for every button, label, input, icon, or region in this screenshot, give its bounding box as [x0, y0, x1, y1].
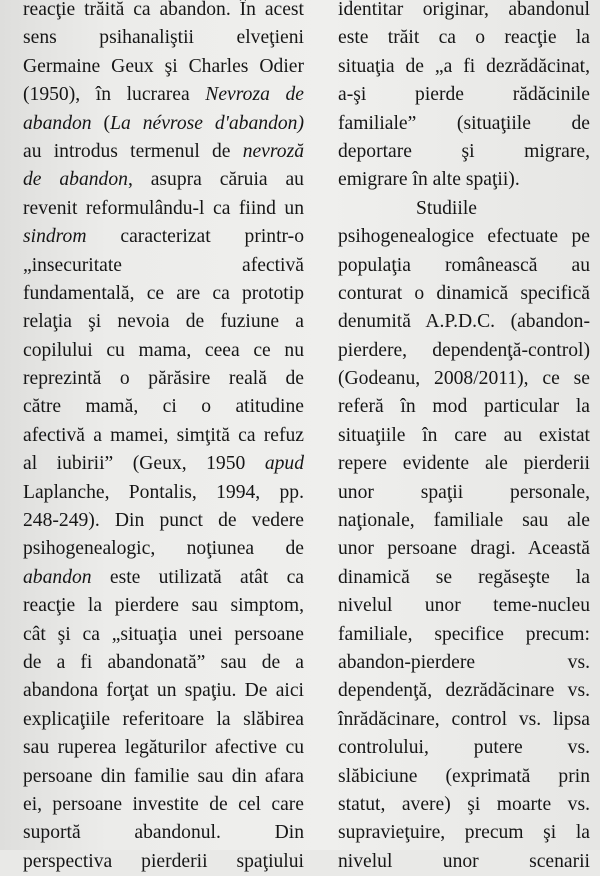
text-line — [338, 621, 590, 649]
text-segment: de a fi abandonată” sau de a — [23, 651, 304, 673]
text-segment: nivelul unor scenarii — [338, 850, 590, 872]
text-line — [23, 337, 304, 365]
text-segment: afectivă a mamei, simţită ca refuz — [23, 424, 304, 446]
text-line — [338, 479, 590, 507]
text-line — [338, 223, 590, 251]
text-line — [23, 791, 304, 819]
text-segment: către mamă, ci o atitudine — [23, 396, 304, 418]
text-line — [23, 507, 304, 535]
text-segment: (1950), în lucrarea — [23, 84, 206, 106]
text-segment: emigrare în alte spaţii). — [338, 169, 520, 191]
text-line — [338, 649, 590, 677]
text-line — [338, 763, 590, 791]
text-line — [23, 393, 304, 421]
italic-text: nevroză — [242, 140, 304, 162]
italic-text: abandon — [23, 112, 92, 134]
text-line — [338, 393, 590, 421]
text-segment: controlului, putere vs. — [338, 737, 590, 759]
text-line — [23, 734, 304, 762]
text-line — [23, 763, 304, 791]
text-line — [23, 138, 304, 166]
text-segment: situaţia de „a fi dezrădăcinat, — [338, 55, 590, 77]
italic-text: La névrose d'abandon) — [110, 112, 304, 134]
text-line — [23, 308, 304, 336]
text-segment: supravieţuire, precum şi la — [338, 822, 590, 844]
text-segment: referă în mod particular la — [338, 396, 590, 418]
text-segment: al iubirii” (Geux, 1950 — [23, 453, 265, 475]
text-line — [23, 110, 304, 138]
text-line — [23, 81, 304, 109]
text-segment: este utilizată atât ca — [91, 566, 304, 588]
text-line — [338, 138, 590, 166]
text-segment: repere evidente ale pierderii — [338, 453, 590, 475]
text-segment: unor persoane dragi. Această — [338, 538, 590, 560]
text-line — [338, 308, 590, 336]
text-line — [23, 450, 304, 478]
text-segment: situaţiile în care au existat — [338, 424, 590, 446]
text-segment: naţionale, familiale sau ale — [338, 510, 590, 532]
text-segment: 248-249). Din punct de vedere — [23, 510, 304, 532]
text-segment: explicaţiile referitoare la slăbirea — [23, 708, 304, 730]
text-line — [338, 110, 590, 138]
text-line — [338, 450, 590, 478]
text-segment: a-şi pierde rădăcinile — [338, 84, 590, 106]
text-line — [338, 24, 590, 52]
text-line — [338, 422, 590, 450]
text-line — [338, 195, 590, 223]
text-line — [338, 791, 590, 819]
italic-text: Nevroza de — [205, 84, 304, 106]
text-segment: identitar originar, abandonul — [338, 0, 590, 20]
text-line — [23, 677, 304, 705]
text-segment: populaţia românească au — [338, 254, 590, 276]
left-text-column — [23, 0, 304, 876]
text-line — [23, 166, 304, 194]
text-line — [23, 24, 304, 52]
text-segment: dependenţă, dezrădăcinare vs. — [338, 680, 590, 702]
text-segment: cât şi ca „situaţia unei persoane — [23, 623, 304, 645]
text-segment: familiale, specifice precum: — [338, 623, 590, 645]
text-line — [338, 706, 590, 734]
text-segment: suportă abandonul. Din — [23, 822, 304, 844]
text-segment: dinamică se regăseşte la — [338, 566, 590, 588]
text-segment: ei, persoane investite de cel care — [23, 793, 304, 815]
text-segment: înrădăcinare, control vs. lipsa — [338, 708, 590, 730]
right-text-column — [338, 0, 590, 876]
text-line — [338, 677, 590, 705]
text-segment: copilului cu mama, ceea ce nu — [23, 339, 304, 361]
text-line — [338, 252, 590, 280]
text-segment: deportare şi migrare, — [338, 140, 590, 162]
text-line — [338, 337, 590, 365]
text-line — [338, 535, 590, 563]
text-segment: pierdere, dependenţă-control) — [338, 339, 590, 361]
text-line — [23, 621, 304, 649]
text-line — [23, 53, 304, 81]
text-segment: conturat o dinamică specifică — [338, 282, 590, 304]
text-segment: , asupra căruia au — [127, 169, 304, 191]
text-segment: este trăit ca o reacţie la — [338, 27, 590, 49]
text-line — [23, 848, 304, 876]
text-segment: reprezintă o părăsire reală de — [23, 368, 304, 390]
text-line — [23, 479, 304, 507]
text-segment: sens psihanaliştii elveţieni — [23, 27, 304, 49]
text-segment: revenit reformulându-l ca fiind un — [23, 197, 304, 219]
text-line — [23, 535, 304, 563]
text-segment: psihogenealogic, noţiunea de — [23, 538, 304, 560]
text-line — [338, 81, 590, 109]
text-line — [338, 0, 590, 24]
text-segment: Laplanche, Pontalis, 1994, pp. — [23, 481, 304, 503]
text-line — [338, 365, 590, 393]
text-segment: fundamentală, ce are ca prototip — [23, 282, 304, 304]
text-line — [23, 280, 304, 308]
text-line — [23, 0, 304, 24]
italic-text: abandon — [23, 566, 92, 588]
text-line — [338, 848, 590, 876]
text-segment: caracterizat printr-o — [86, 226, 304, 248]
italic-text: apud — [264, 453, 304, 475]
text-segment: reacţie trăită ca abandon. În acest — [23, 0, 304, 20]
text-segment: denumită A.P.D.C. (abandon- — [338, 311, 590, 333]
text-line — [23, 564, 304, 592]
text-line — [23, 422, 304, 450]
text-line — [338, 592, 590, 620]
text-segment: reacţie la pierdere sau simptom, — [23, 595, 304, 617]
text-segment: „insecuritate afectivă — [23, 254, 304, 276]
italic-text: sindrom — [23, 226, 87, 248]
text-line — [338, 166, 590, 194]
text-segment: sau ruperea legăturilor afective cu — [23, 737, 304, 759]
text-line — [338, 564, 590, 592]
text-segment: psihogenealogice efectuate pe — [338, 226, 590, 248]
text-segment: persoane din familie sau din afara — [23, 765, 304, 787]
text-segment: abandon-pierdere vs. — [338, 651, 590, 673]
text-segment: abandona forţat un spaţiu. De aici — [23, 680, 304, 702]
text-line — [23, 223, 304, 251]
text-line — [338, 734, 590, 762]
text-line — [338, 280, 590, 308]
text-line — [338, 53, 590, 81]
text-segment: au introdus termenul de — [23, 140, 243, 162]
text-line — [23, 706, 304, 734]
text-line — [23, 365, 304, 393]
text-line — [23, 819, 304, 847]
text-segment: ( — [91, 112, 111, 134]
italic-text: de abandon — [23, 169, 128, 191]
text-line — [338, 507, 590, 535]
text-line — [23, 195, 304, 223]
text-segment: slăbiciune (exprimată prin — [338, 765, 590, 787]
text-segment: unor spaţii personale, — [338, 481, 590, 503]
text-segment: perspectiva pierderii spaţiului — [23, 850, 304, 872]
text-segment: Studiile — [416, 197, 477, 219]
text-segment: Germaine Geux şi Charles Odier — [23, 55, 304, 77]
text-segment: familiale” (situaţiile de — [338, 112, 590, 134]
text-line — [23, 649, 304, 677]
text-segment: nivelul unor teme-nucleu — [338, 595, 590, 617]
text-line — [23, 252, 304, 280]
text-segment: relaţia şi nevoia de fuziune a — [23, 311, 304, 333]
text-segment: statut, avere) şi moarte vs. — [338, 793, 590, 815]
text-line — [23, 592, 304, 620]
text-line — [338, 819, 590, 847]
text-segment: (Godeanu, 2008/2011), ce se — [338, 368, 590, 390]
